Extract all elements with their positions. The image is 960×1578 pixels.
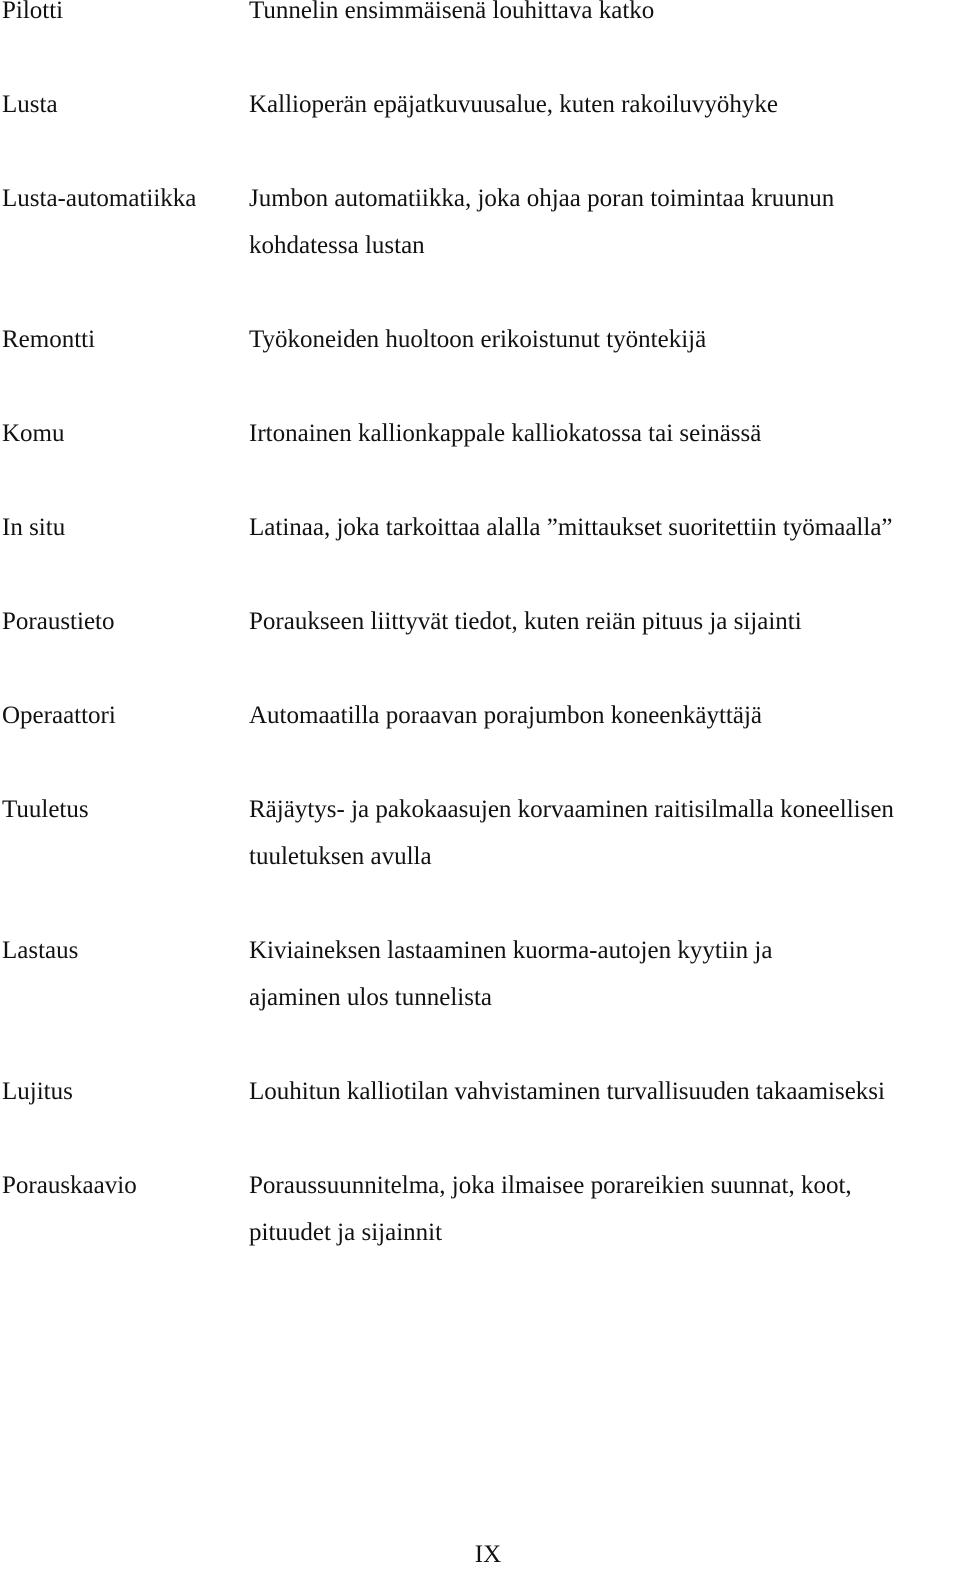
glossary-entry — [0, 598, 960, 645]
glossary-term: Operaattori — [2, 702, 116, 729]
glossary-term: In situ — [2, 514, 66, 541]
glossary-definition: Räjäytys- ja pakokaasujen korvaaminen raitisilmalla koneellisen tuuletuksen avulla — [249, 796, 894, 870]
glossary-definition: Poraussuunnitelma, joka ilmaisee porareikien suunnat, koot, pituudet ja sijainnit — [249, 1172, 852, 1246]
glossary-definition: Työkoneiden huoltoon erikoistunut työntekijä — [249, 326, 707, 353]
glossary-term: Komu — [2, 420, 65, 447]
glossary-definition: Latinaa, joka tarkoittaa alalla ”mittaukset suoritettiin työmaalla” — [249, 514, 893, 541]
glossary-term: Lujitus — [2, 1078, 73, 1105]
glossary-definition: Kallioperän epäjatkuvuusalue, kuten rakoiluvyöhyke — [249, 91, 779, 118]
glossary-definition: Jumbon automatiikka, joka ohjaa poran toimintaa kruunun kohdatessa lustan — [249, 185, 835, 259]
glossary-entry — [0, 1162, 960, 1256]
glossary-entry — [0, 410, 960, 457]
glossary-term: Lusta-automatiikka — [2, 185, 197, 212]
glossary-definition: Louhitun kalliotilan vahvistaminen turvallisuuden takaamiseksi — [249, 1078, 885, 1105]
glossary-term: Lastaus — [2, 937, 79, 964]
glossary-term: Poraustieto — [2, 608, 115, 635]
glossary-entry — [0, 504, 960, 551]
glossary-entry — [0, 81, 960, 128]
glossary-definition: Kiviaineksen lastaaminen kuorma-autojen kyytiin ja ajaminen ulos tunnelista — [249, 937, 773, 1011]
glossary-entry — [0, 175, 960, 269]
glossary-entry — [0, 786, 960, 880]
glossary-definition: Automaatilla poraavan porajumbon koneenkäyttäjä — [249, 702, 763, 729]
glossary-definition: Tunnelin ensimmäisenä louhittava katko — [249, 0, 655, 24]
glossary-entry — [0, 0, 960, 34]
glossary-entry — [0, 692, 960, 739]
glossary-entry — [0, 316, 960, 363]
glossary-entry — [0, 927, 960, 1021]
glossary-term: Pilotti — [2, 0, 64, 24]
glossary-term: Porauskaavio — [2, 1172, 137, 1199]
glossary-term: Remontti — [2, 326, 96, 353]
glossary-term: Tuuletus — [2, 796, 89, 823]
glossary-entry — [0, 1068, 960, 1115]
glossary-term: Lusta — [2, 91, 58, 118]
glossary-definition: Irtonainen kallionkappale kalliokatossa tai seinässä — [249, 420, 762, 447]
glossary-definition: Poraukseen liittyvät tiedot, kuten reiän pituus ja sijainti — [249, 608, 802, 635]
page-number: IX — [474, 1541, 502, 1568]
